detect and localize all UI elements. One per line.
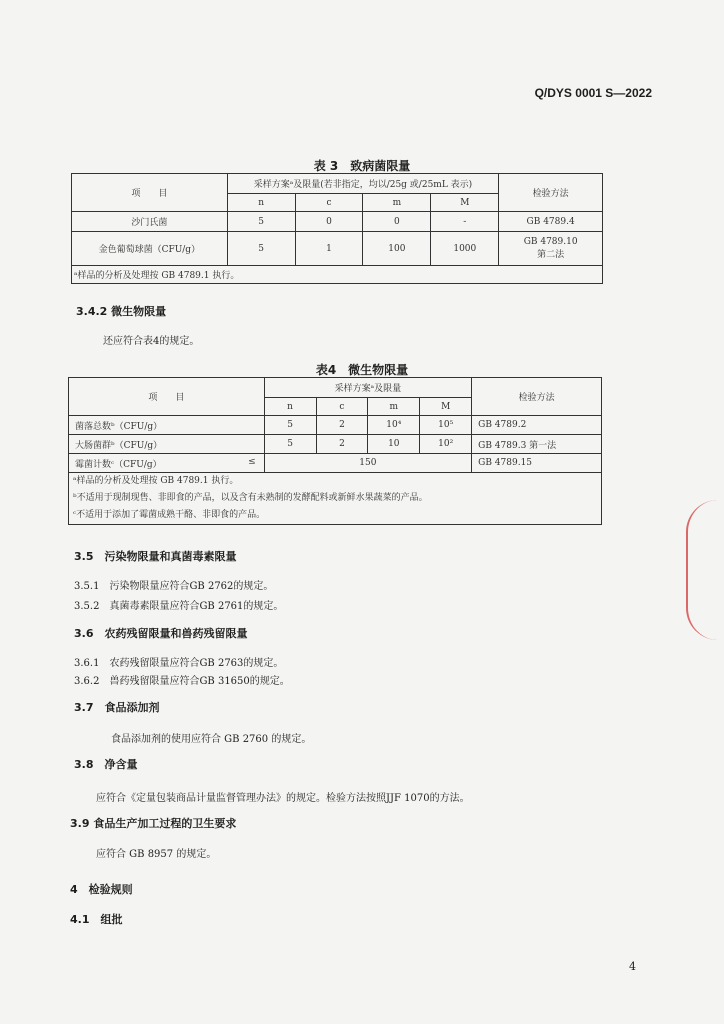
table4-cell-method: GB 4789.3 第一法 bbox=[472, 435, 602, 454]
table4-note: ᵃ样品的分析及处理按 GB 4789.1 执行。 bbox=[73, 476, 239, 486]
section-3-9-text: 应符合 GB 8957 的规定。 bbox=[96, 849, 217, 860]
table4-cell-value: 150 bbox=[264, 454, 472, 473]
section-3-8-text: 应符合《定量包装商品计量监督管理办法》的规定。检验方法按照JJF 1070的方法。 bbox=[96, 793, 470, 804]
table4-header-m: m bbox=[368, 398, 420, 416]
table3-cell-M: - bbox=[431, 212, 499, 232]
table-row bbox=[69, 454, 602, 473]
table3 bbox=[71, 173, 603, 284]
table4-cell-m: 10 bbox=[368, 435, 420, 454]
table4-caption: 表4 微生物限量 bbox=[315, 363, 409, 377]
table3-header-m: m bbox=[363, 194, 431, 212]
table4-cell-method: GB 4789.2 bbox=[472, 416, 602, 435]
table3-method-line1: GB 4789.10 bbox=[523, 237, 578, 247]
section-3-4-2-text: 还应符合表4的规定。 bbox=[103, 336, 200, 347]
table3-cell-method bbox=[499, 232, 603, 266]
table-row bbox=[69, 435, 602, 454]
table4-cell-n: 5 bbox=[264, 416, 316, 435]
table4-cell-method: GB 4789.15 bbox=[472, 454, 602, 473]
table4 bbox=[68, 377, 602, 525]
table3-cell-m: 100 bbox=[363, 232, 431, 266]
table3-method-line2: 第二法 bbox=[537, 250, 565, 260]
red-seal-stamp bbox=[686, 500, 718, 640]
section-3-6-1: 3.6.1 农药残留限量应符合GB 2763的规定。 bbox=[74, 658, 284, 669]
table4-notes bbox=[69, 473, 602, 525]
table3-note: ᵃ样品的分析及处理按 GB 4789.1 执行。 bbox=[72, 266, 603, 284]
table3-cell-item: 金色葡萄球菌（CFU/g） bbox=[72, 232, 228, 266]
table4-cell-item: 大肠菌群ᵇ（CFU/g） bbox=[69, 435, 265, 454]
section-4-1-heading: 4.1 组批 bbox=[70, 913, 123, 926]
section-3-6-2: 3.6.2 兽药残留限量应符合GB 31650的规定。 bbox=[74, 676, 290, 687]
table4-header-item: 项 目 bbox=[69, 378, 265, 416]
table3-header-item: 项 目 bbox=[72, 174, 228, 212]
section-3-5-heading: 3.5 污染物限量和真菌毒素限量 bbox=[74, 550, 237, 563]
section-4-heading: 4 检验规则 bbox=[70, 883, 133, 896]
table3-header-n: n bbox=[227, 194, 295, 212]
table4-cell-M: 10⁵ bbox=[420, 416, 472, 435]
section-3-6-heading: 3.6 农药残留限量和兽药残留限量 bbox=[74, 627, 248, 640]
table4-cell-c: 2 bbox=[316, 416, 368, 435]
section-3-9-heading: 3.9 食品生产加工过程的卫生要求 bbox=[70, 817, 237, 830]
table4-header-method: 检验方法 bbox=[472, 378, 602, 416]
table3-header-method: 检验方法 bbox=[499, 174, 603, 212]
table4-header-n: n bbox=[264, 398, 316, 416]
table3-cell-item: 沙门氏菌 bbox=[72, 212, 228, 232]
section-3-5-1: 3.5.1 污染物限量应符合GB 2762的规定。 bbox=[74, 581, 274, 592]
table3-caption: 表 3 致病菌限量 bbox=[313, 159, 411, 173]
table4-cell-m: 10⁴ bbox=[368, 416, 420, 435]
section-3-8-heading: 3.8 净含量 bbox=[74, 758, 138, 771]
table4-cell-item bbox=[69, 454, 265, 473]
section-3-4-2-heading: 3.4.2 微生物限量 bbox=[76, 305, 167, 318]
section-3-7-heading: 3.7 食品添加剂 bbox=[74, 701, 160, 714]
section-3-5-2: 3.5.2 真菌毒素限量应符合GB 2761的规定。 bbox=[74, 601, 284, 612]
table3-cell-n: 5 bbox=[227, 212, 295, 232]
table4-header-c: c bbox=[316, 398, 368, 416]
table3-cell-M: 1000 bbox=[431, 232, 499, 266]
standard-code: Q/DYS 0001 S—2022 bbox=[534, 86, 652, 100]
table4-cell-item: 菌落总数ᵇ（CFU/g） bbox=[69, 416, 265, 435]
table4-header-M: M bbox=[420, 398, 472, 416]
table4-cell-n: 5 bbox=[264, 435, 316, 454]
table4-cell-operator: ≤ bbox=[248, 456, 256, 467]
table4-cell-item-label: 霉菌计数ᶜ（CFU/g） bbox=[75, 459, 162, 470]
table-row bbox=[72, 232, 603, 266]
page-number: 4 bbox=[629, 960, 636, 973]
table3-cell-c: 1 bbox=[295, 232, 363, 266]
table4-cell-M: 10² bbox=[420, 435, 472, 454]
table3-header-M: M bbox=[431, 194, 499, 212]
table4-cell-c: 2 bbox=[316, 435, 368, 454]
table-row bbox=[72, 212, 603, 232]
section-3-7-text: 食品添加剂的使用应符合 GB 2760 的规定。 bbox=[111, 734, 312, 745]
table4-note: ᵇ不适用于现制现售、非即食的产品，以及含有未熟制的发酵配料或新鲜水果蔬菜的产品。 bbox=[73, 493, 428, 503]
table3-cell-c: 0 bbox=[295, 212, 363, 232]
table3-header-c: c bbox=[295, 194, 363, 212]
table3-header-plan: 采样方案ᵃ及限量(若非指定，均以/25g 或/25mL 表示) bbox=[227, 174, 499, 194]
table3-cell-m: 0 bbox=[363, 212, 431, 232]
table3-cell-n: 5 bbox=[227, 232, 295, 266]
table3-cell-method: GB 4789.4 bbox=[499, 212, 603, 232]
table-row bbox=[69, 416, 602, 435]
table4-note: ᶜ不适用于添加了霉菌成熟干酪、非即食的产品。 bbox=[73, 510, 266, 520]
table4-header-plan: 采样方案ᵃ及限量 bbox=[264, 378, 472, 398]
